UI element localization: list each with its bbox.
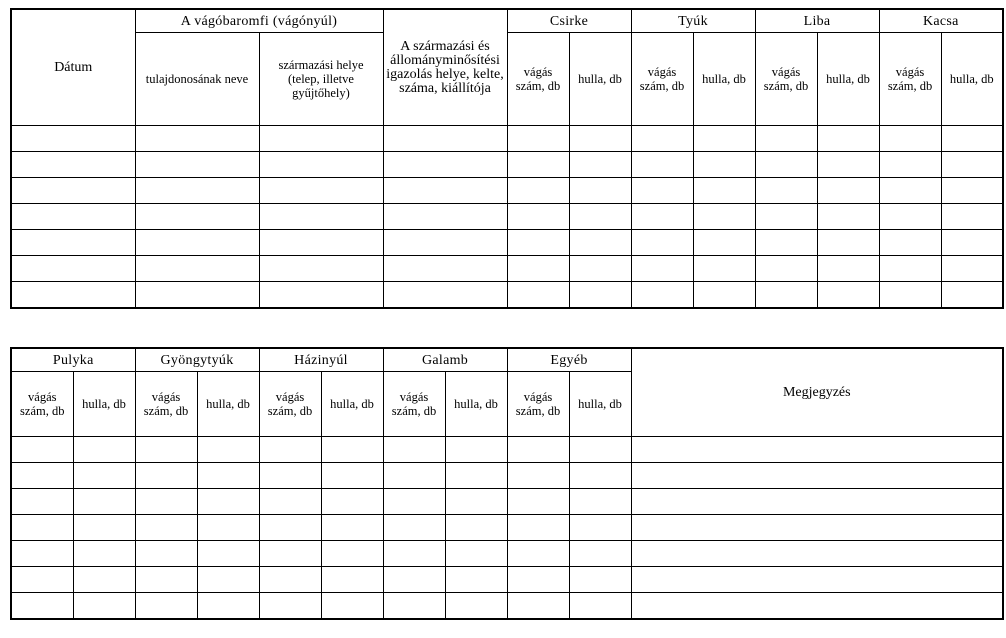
top-table-body <box>11 126 1003 309</box>
entry-cell[interactable] <box>135 204 259 230</box>
table-row <box>11 541 1003 567</box>
entry-cell[interactable] <box>631 152 693 178</box>
entry-cell[interactable] <box>569 463 631 489</box>
subheader-hulla: hulla, db <box>197 372 259 437</box>
entry-cell[interactable] <box>135 152 259 178</box>
entry-cell[interactable] <box>383 256 507 282</box>
subheader-vagas: vágás szám, db <box>507 33 569 126</box>
entry-cell[interactable] <box>135 463 197 489</box>
entry-cell[interactable] <box>879 204 941 230</box>
entry-cell[interactable] <box>73 463 135 489</box>
entry-cell[interactable] <box>383 567 445 593</box>
group-header-tyuk: Tyúk <box>631 9 755 33</box>
entry-cell[interactable] <box>507 282 569 309</box>
entry-cell[interactable] <box>197 567 259 593</box>
slaughter-register-table-top <box>10 8 1004 309</box>
entry-cell[interactable] <box>569 567 631 593</box>
entry-cell[interactable] <box>569 152 631 178</box>
entry-cell[interactable] <box>259 541 321 567</box>
header-row-subcolumns <box>11 33 1003 126</box>
group-header-liba: Liba <box>755 9 879 33</box>
entry-cell[interactable] <box>135 230 259 256</box>
entry-cell[interactable] <box>631 567 1003 593</box>
entry-cell[interactable] <box>259 152 383 178</box>
entry-cell[interactable] <box>631 541 1003 567</box>
table-row <box>11 126 1003 152</box>
subheader-vagas: vágás szám, db <box>631 33 693 126</box>
entry-cell[interactable] <box>11 437 73 463</box>
entry-cell[interactable] <box>197 463 259 489</box>
entry-cell[interactable] <box>383 204 507 230</box>
entry-cell[interactable] <box>817 126 879 152</box>
entry-cell[interactable] <box>135 515 197 541</box>
entry-cell[interactable] <box>569 256 631 282</box>
table-row <box>11 256 1003 282</box>
entry-cell[interactable] <box>11 126 135 152</box>
entry-cell[interactable] <box>11 489 73 515</box>
entry-cell[interactable] <box>507 567 569 593</box>
entry-cell[interactable] <box>197 515 259 541</box>
entry-cell[interactable] <box>755 230 817 256</box>
entry-cell[interactable] <box>507 515 569 541</box>
entry-cell[interactable] <box>135 282 259 309</box>
entry-cell[interactable] <box>73 541 135 567</box>
table-row <box>11 437 1003 463</box>
notes-header: Megjegyzés <box>631 348 1003 437</box>
entry-cell[interactable] <box>817 256 879 282</box>
owner-name-header: tulajdonosának neve <box>135 33 259 126</box>
entry-cell[interactable] <box>259 489 321 515</box>
entry-cell[interactable] <box>755 282 817 309</box>
table-row <box>11 282 1003 309</box>
entry-cell[interactable] <box>755 256 817 282</box>
subheader-hulla: hulla, db <box>569 372 631 437</box>
entry-cell[interactable] <box>755 152 817 178</box>
entry-cell[interactable] <box>383 230 507 256</box>
entry-cell[interactable] <box>631 204 693 230</box>
entry-cell[interactable] <box>693 126 755 152</box>
entry-cell[interactable] <box>879 282 941 309</box>
entry-cell[interactable] <box>259 437 321 463</box>
entry-cell[interactable] <box>135 256 259 282</box>
entry-cell[interactable] <box>445 593 507 620</box>
entry-cell[interactable] <box>321 515 383 541</box>
entry-cell[interactable] <box>569 593 631 620</box>
slaughter-poultry-header: A vágóbaromfi (vágónyúl) <box>135 9 383 33</box>
entry-cell[interactable] <box>11 256 135 282</box>
table-row <box>11 515 1003 541</box>
entry-cell[interactable] <box>73 489 135 515</box>
entry-cell[interactable] <box>941 282 1003 309</box>
entry-cell[interactable] <box>507 463 569 489</box>
subheader-hulla: hulla, db <box>321 372 383 437</box>
header-row-groups <box>11 9 1003 33</box>
entry-cell[interactable] <box>11 178 135 204</box>
entry-cell[interactable] <box>445 489 507 515</box>
entry-cell[interactable] <box>383 178 507 204</box>
table-row <box>11 178 1003 204</box>
entry-cell[interactable] <box>569 437 631 463</box>
entry-cell[interactable] <box>879 152 941 178</box>
entry-cell[interactable] <box>507 126 569 152</box>
entry-cell[interactable] <box>507 593 569 620</box>
entry-cell[interactable] <box>197 593 259 620</box>
entry-cell[interactable] <box>321 567 383 593</box>
entry-cell[interactable] <box>11 515 73 541</box>
entry-cell[interactable] <box>383 489 445 515</box>
entry-cell[interactable] <box>569 230 631 256</box>
entry-cell[interactable] <box>879 230 941 256</box>
subheader-vagas: vágás szám, db <box>383 372 445 437</box>
subheader-vagas: vágás szám, db <box>507 372 569 437</box>
header-row-groups <box>11 348 1003 372</box>
entry-cell[interactable] <box>507 230 569 256</box>
entry-cell[interactable] <box>693 230 755 256</box>
subheader-hulla: hulla, db <box>73 372 135 437</box>
entry-cell[interactable] <box>507 489 569 515</box>
entry-cell[interactable] <box>259 230 383 256</box>
entry-cell[interactable] <box>197 489 259 515</box>
entry-cell[interactable] <box>73 593 135 620</box>
entry-cell[interactable] <box>11 204 135 230</box>
entry-cell[interactable] <box>941 126 1003 152</box>
entry-cell[interactable] <box>755 178 817 204</box>
entry-cell[interactable] <box>383 437 445 463</box>
entry-cell[interactable] <box>135 126 259 152</box>
entry-cell[interactable] <box>11 152 135 178</box>
entry-cell[interactable] <box>11 567 73 593</box>
subheader-vagas: vágás szám, db <box>755 33 817 126</box>
entry-cell[interactable] <box>383 515 445 541</box>
table-row <box>11 204 1003 230</box>
entry-cell[interactable] <box>259 282 383 309</box>
subheader-hulla: hulla, db <box>941 33 1003 126</box>
entry-cell[interactable] <box>11 282 135 309</box>
entry-cell[interactable] <box>569 515 631 541</box>
entry-cell[interactable] <box>445 541 507 567</box>
entry-cell[interactable] <box>631 178 693 204</box>
entry-cell[interactable] <box>569 178 631 204</box>
entry-cell[interactable] <box>631 489 1003 515</box>
entry-cell[interactable] <box>445 567 507 593</box>
entry-cell[interactable] <box>631 463 1003 489</box>
entry-cell[interactable] <box>135 567 197 593</box>
entry-cell[interactable] <box>445 437 507 463</box>
entry-cell[interactable] <box>321 463 383 489</box>
entry-cell[interactable] <box>11 541 73 567</box>
entry-cell[interactable] <box>569 541 631 567</box>
entry-cell[interactable] <box>631 256 693 282</box>
entry-cell[interactable] <box>817 204 879 230</box>
group-header-hazinyul: Házinyúl <box>259 348 383 372</box>
entry-cell[interactable] <box>73 567 135 593</box>
entry-cell[interactable] <box>259 178 383 204</box>
group-header-kacsa: Kacsa <box>879 9 1003 33</box>
entry-cell[interactable] <box>197 437 259 463</box>
entry-cell[interactable] <box>693 256 755 282</box>
entry-cell[interactable] <box>817 282 879 309</box>
entry-cell[interactable] <box>507 541 569 567</box>
entry-cell[interactable] <box>693 152 755 178</box>
subheader-vagas: vágás szám, db <box>135 372 197 437</box>
group-header-pulyka: Pulyka <box>11 348 135 372</box>
bottom-table-body <box>11 437 1003 620</box>
entry-cell[interactable] <box>879 126 941 152</box>
entry-cell[interactable] <box>817 230 879 256</box>
subheader-hulla: hulla, db <box>693 33 755 126</box>
entry-cell[interactable] <box>755 204 817 230</box>
entry-cell[interactable] <box>445 463 507 489</box>
slaughter-register-table-bottom <box>10 347 1004 620</box>
group-header-gyongytyuk: Gyöngytyúk <box>135 348 259 372</box>
date-header: Dátum <box>11 9 135 126</box>
entry-cell[interactable] <box>817 178 879 204</box>
entry-cell[interactable] <box>631 593 1003 620</box>
table-row <box>11 230 1003 256</box>
table-row <box>11 152 1003 178</box>
entry-cell[interactable] <box>259 515 321 541</box>
entry-cell[interactable] <box>631 437 1003 463</box>
entry-cell[interactable] <box>941 204 1003 230</box>
certificate-header: A származási és állományminősítési igazolás helye, kelte, száma, kiállítója <box>383 9 507 126</box>
table-row <box>11 593 1003 620</box>
entry-cell[interactable] <box>383 152 507 178</box>
subheader-vagas: vágás szám, db <box>259 372 321 437</box>
entry-cell[interactable] <box>11 230 135 256</box>
table-row <box>11 489 1003 515</box>
entry-cell[interactable] <box>693 204 755 230</box>
group-header-egyeb: Egyéb <box>507 348 631 372</box>
subheader-hulla: hulla, db <box>445 372 507 437</box>
entry-cell[interactable] <box>507 437 569 463</box>
subheader-vagas: vágás szám, db <box>879 33 941 126</box>
entry-cell[interactable] <box>73 515 135 541</box>
entry-cell[interactable] <box>507 152 569 178</box>
group-header-csirke: Csirke <box>507 9 631 33</box>
entry-cell[interactable] <box>259 256 383 282</box>
entry-cell[interactable] <box>941 152 1003 178</box>
entry-cell[interactable] <box>569 282 631 309</box>
table-row <box>11 567 1003 593</box>
entry-cell[interactable] <box>941 256 1003 282</box>
group-header-galamb: Galamb <box>383 348 507 372</box>
entry-cell[interactable] <box>135 437 197 463</box>
entry-cell[interactable] <box>507 256 569 282</box>
entry-cell[interactable] <box>259 567 321 593</box>
entry-cell[interactable] <box>755 126 817 152</box>
subheader-hulla: hulla, db <box>569 33 631 126</box>
subheader-hulla: hulla, db <box>817 33 879 126</box>
origin-place-header: származási helye (telep, illetve gyűjtőhely) <box>259 33 383 126</box>
entry-cell[interactable] <box>11 593 73 620</box>
entry-cell[interactable] <box>879 178 941 204</box>
entry-cell[interactable] <box>383 126 507 152</box>
entry-cell[interactable] <box>135 593 197 620</box>
entry-cell[interactable] <box>631 282 693 309</box>
entry-cell[interactable] <box>135 541 197 567</box>
entry-cell[interactable] <box>631 126 693 152</box>
entry-cell[interactable] <box>197 541 259 567</box>
entry-cell[interactable] <box>259 126 383 152</box>
entry-cell[interactable] <box>135 489 197 515</box>
entry-cell[interactable] <box>73 437 135 463</box>
entry-cell[interactable] <box>693 282 755 309</box>
entry-cell[interactable] <box>569 489 631 515</box>
entry-cell[interactable] <box>321 489 383 515</box>
entry-cell[interactable] <box>259 204 383 230</box>
entry-cell[interactable] <box>817 152 879 178</box>
entry-cell[interactable] <box>11 463 73 489</box>
entry-cell[interactable] <box>383 541 445 567</box>
entry-cell[interactable] <box>259 463 321 489</box>
entry-cell[interactable] <box>631 515 1003 541</box>
entry-cell[interactable] <box>879 256 941 282</box>
entry-cell[interactable] <box>321 437 383 463</box>
entry-cell[interactable] <box>569 126 631 152</box>
entry-cell[interactable] <box>507 204 569 230</box>
entry-cell[interactable] <box>383 282 507 309</box>
entry-cell[interactable] <box>445 515 507 541</box>
entry-cell[interactable] <box>321 541 383 567</box>
entry-cell[interactable] <box>383 463 445 489</box>
entry-cell[interactable] <box>569 204 631 230</box>
entry-cell[interactable] <box>507 178 569 204</box>
entry-cell[interactable] <box>631 230 693 256</box>
entry-cell[interactable] <box>135 178 259 204</box>
entry-cell[interactable] <box>941 230 1003 256</box>
entry-cell[interactable] <box>941 178 1003 204</box>
entry-cell[interactable] <box>259 593 321 620</box>
entry-cell[interactable] <box>693 178 755 204</box>
table-row <box>11 463 1003 489</box>
entry-cell[interactable] <box>321 593 383 620</box>
subheader-vagas: vágás szám, db <box>11 372 73 437</box>
entry-cell[interactable] <box>383 593 445 620</box>
